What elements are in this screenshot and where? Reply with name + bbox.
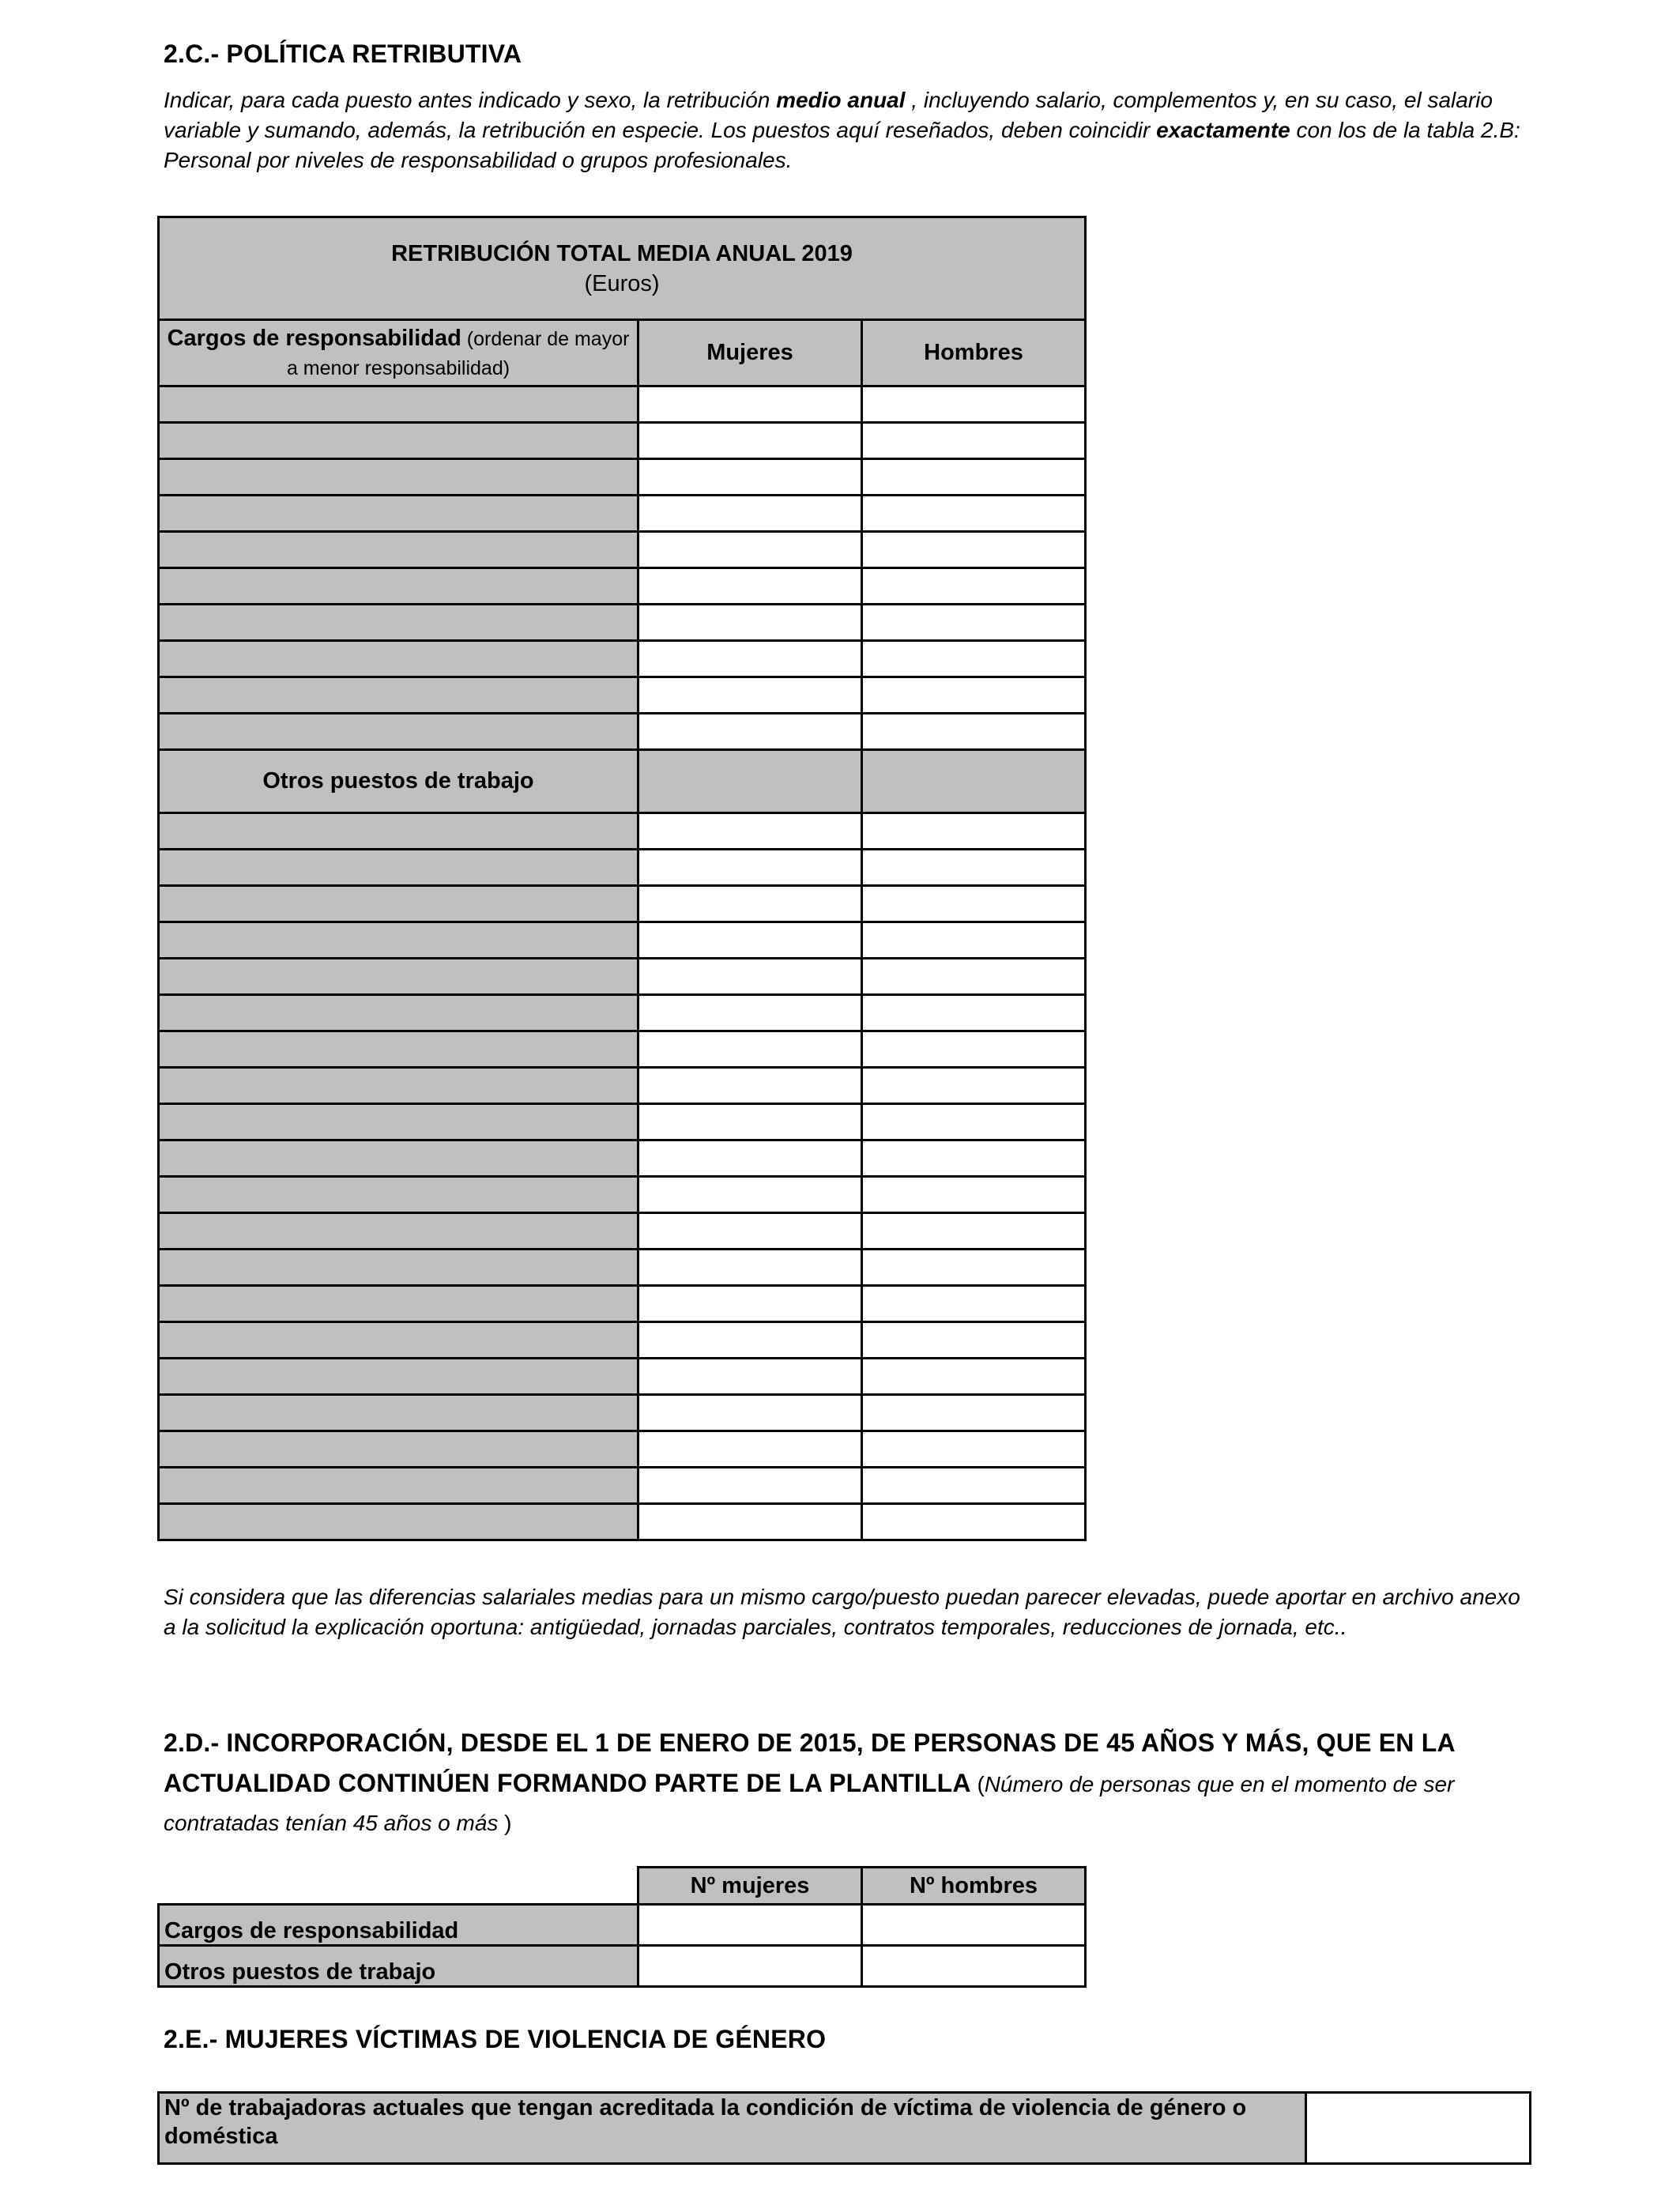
row-label-otros: Otros puestos de trabajo [159, 1946, 638, 1987]
otros-mujeres-cell[interactable] [638, 1068, 862, 1104]
otros-hombres-cell[interactable] [862, 1213, 1086, 1250]
table-row [159, 1104, 1086, 1140]
cargos-mujeres-cell[interactable] [638, 459, 862, 496]
otros-hombres-cell[interactable] [862, 922, 1086, 959]
otros-position-cell[interactable] [159, 886, 638, 922]
cargos-mujeres-cell[interactable] [638, 532, 862, 568]
table-row [159, 813, 1086, 850]
otros-mujeres-cell[interactable] [638, 1177, 862, 1213]
otros-hombres-cell[interactable] [862, 886, 1086, 922]
table-row [159, 1322, 1086, 1359]
otros-hombres-cell[interactable] [862, 1177, 1086, 1213]
cargos-position-cell[interactable] [159, 641, 638, 677]
input-otros-mujeres[interactable] [638, 1946, 862, 1987]
otros-mujeres-cell[interactable] [638, 1468, 862, 1504]
salary-footnote: Si considera que las diferencias salariales medias para un mismo cargo/puesto puedan parecer elevadas, puede aportar en archivo anexo a la solicitud la explicación oportuna: antigüedad, jornadas parciales, contratos temporales, reducciones de jornada, etc.. [164, 1585, 1520, 1639]
otros-position-cell[interactable] [159, 1468, 638, 1504]
cargos-position-cell[interactable] [159, 459, 638, 496]
otros-position-cell[interactable] [159, 1031, 638, 1068]
otros-mujeres-cell[interactable] [638, 1322, 862, 1359]
section-d-note: Número de personas que en el momento de ser contratadas tenían 45 años o más [164, 1772, 1455, 1835]
table-row [159, 386, 1086, 423]
row-label-cargos: Cargos de responsabilidad [159, 1905, 638, 1946]
input-otros-hombres[interactable] [862, 1946, 1086, 1987]
table-row [159, 496, 1086, 532]
otros-hombres-cell[interactable] [862, 1140, 1086, 1177]
table-row [159, 1213, 1086, 1250]
table-row [159, 568, 1086, 605]
cargos-position-cell[interactable] [159, 532, 638, 568]
otros-hombres-cell[interactable] [862, 1468, 1086, 1504]
otros-position-cell[interactable] [159, 1286, 638, 1322]
otros-hombres-cell[interactable] [862, 1104, 1086, 1140]
table-row [159, 532, 1086, 568]
column-header-hombres: Hombres [862, 320, 1086, 386]
column-header-cargos [159, 320, 638, 386]
otros-position-cell[interactable] [159, 1250, 638, 1286]
table-row [159, 1140, 1086, 1177]
otros-hombres-cell[interactable] [862, 1031, 1086, 1068]
cargos-mujeres-cell[interactable] [638, 386, 862, 423]
cargos-position-cell[interactable] [159, 605, 638, 641]
section-e-title: 2.E.- MUJERES VÍCTIMAS DE VIOLENCIA DE GÉNERO [164, 2025, 827, 2053]
otros-position-cell[interactable] [159, 1177, 638, 1213]
otros-position-cell[interactable] [159, 1104, 638, 1140]
otros-mujeres-cell[interactable] [638, 1431, 862, 1468]
otros-position-cell[interactable] [159, 1068, 638, 1104]
table-row [159, 922, 1086, 959]
cargos-position-cell[interactable] [159, 677, 638, 714]
cargos-mujeres-cell[interactable] [638, 714, 862, 750]
otros-mujeres-cell[interactable] [638, 1104, 862, 1140]
table-row [159, 1177, 1086, 1213]
intro-text-3: con los de la tabla 2.B: Personal por niveles de responsabilidad o grupos profesionales. [164, 118, 1520, 172]
otros-position-cell[interactable] [159, 1359, 638, 1395]
section-d-note-close: ) [498, 1811, 512, 1835]
table-row [159, 1250, 1086, 1286]
otros-mujeres-cell[interactable] [638, 1395, 862, 1431]
input-cargos-hombres[interactable] [862, 1905, 1086, 1946]
otros-hombres-cell[interactable] [862, 1250, 1086, 1286]
cargos-mujeres-cell[interactable] [638, 423, 862, 459]
otros-mujeres-cell[interactable] [638, 1250, 862, 1286]
section-d-title [164, 1725, 1531, 1845]
table-row [159, 886, 1086, 922]
column-header-mujeres: Mujeres [638, 320, 862, 386]
otros-mujeres-cell[interactable] [638, 850, 862, 886]
intro-bold-1: medio anual [776, 88, 906, 112]
table-row [159, 1031, 1086, 1068]
otros-mujeres-cell[interactable] [638, 886, 862, 922]
table-row [159, 677, 1086, 714]
cargos-hombres-cell[interactable] [862, 605, 1086, 641]
column-header-n-hombres: Nº hombres [862, 1868, 1086, 1905]
otros-position-cell[interactable] [159, 922, 638, 959]
table-row [159, 850, 1086, 886]
otros-mujeres-cell[interactable] [638, 1031, 862, 1068]
otros-hombres-cell[interactable] [862, 1359, 1086, 1395]
section-d-title-bold: 2.D.- INCORPORACIÓN, DESDE EL 1 DE ENERO DE 2015, DE PERSONAS DE 45 AÑOS Y MÁS, QUE EN LA ACTUALIDAD CONTINÚEN FORMANDO PARTE DE LA PLANTILLA [164, 1728, 1455, 1797]
otros-hombres-cell[interactable] [862, 1068, 1086, 1104]
incorporation-table [157, 1866, 1087, 1988]
cargos-hombres-cell[interactable] [862, 386, 1086, 423]
otros-hombres-cell[interactable] [862, 1286, 1086, 1322]
otros-mujeres-cell[interactable] [638, 995, 862, 1031]
cargos-position-cell[interactable] [159, 496, 638, 532]
cargos-hombres-cell[interactable] [862, 423, 1086, 459]
table-row [159, 423, 1086, 459]
otros-hombres-cell[interactable] [862, 1431, 1086, 1468]
cargos-position-cell[interactable] [159, 386, 638, 423]
cargos-position-cell[interactable] [159, 568, 638, 605]
table-row [159, 1286, 1086, 1322]
otros-position-cell[interactable] [159, 1395, 638, 1431]
cargos-mujeres-cell[interactable] [638, 568, 862, 605]
salary-table-title-line2: (Euros) [584, 270, 660, 296]
table-row [159, 1395, 1086, 1431]
otros-mujeres-cell[interactable] [638, 1213, 862, 1250]
otros-position-cell[interactable] [159, 1431, 638, 1468]
otros-mujeres-cell[interactable] [638, 959, 862, 995]
column-header-n-mujeres: Nº mujeres [638, 1868, 862, 1905]
table-row [159, 459, 1086, 496]
cargos-hombres-cell[interactable] [862, 532, 1086, 568]
table-row [159, 714, 1086, 750]
otros-position-cell[interactable] [159, 813, 638, 850]
section-c-intro [164, 85, 1531, 175]
subsection-blank-cell [638, 750, 862, 813]
salary-table-title [159, 217, 1086, 320]
table-row [159, 1068, 1086, 1104]
table-row [159, 605, 1086, 641]
table-row [159, 1359, 1086, 1395]
input-cargos-mujeres[interactable] [638, 1905, 862, 1946]
table-row [159, 1468, 1086, 1504]
cargos-mujeres-cell[interactable] [638, 496, 862, 532]
otros-hombres-cell[interactable] [862, 959, 1086, 995]
section-d-note-open: ( [970, 1772, 985, 1796]
otros-hombres-cell[interactable] [862, 995, 1086, 1031]
otros-mujeres-cell[interactable] [638, 922, 862, 959]
otros-position-cell[interactable] [159, 1213, 638, 1250]
otros-position-cell[interactable] [159, 1322, 638, 1359]
otros-mujeres-cell[interactable] [638, 813, 862, 850]
otros-position-cell[interactable] [159, 1140, 638, 1177]
otros-mujeres-cell[interactable] [638, 1286, 862, 1322]
cargos-hombres-cell[interactable] [862, 677, 1086, 714]
cargos-mujeres-cell[interactable] [638, 641, 862, 677]
cargos-hombres-cell[interactable] [862, 641, 1086, 677]
victims-label: Nº de trabajadoras actuales que tengan acreditada la condición de víctima de violencia de género o doméstica [159, 2093, 1306, 2164]
table-row [159, 995, 1086, 1031]
cargos-hombres-cell[interactable] [862, 496, 1086, 532]
table-row [159, 1431, 1086, 1468]
otros-position-cell[interactable] [159, 1504, 638, 1540]
otros-hombres-cell[interactable] [862, 1322, 1086, 1359]
incorporation-corner-blank [159, 1868, 638, 1905]
table-row [159, 959, 1086, 995]
subsection-otros-puestos: Otros puestos de trabajo [159, 750, 638, 813]
column-header-cargos-note: (ordenar de mayor a menor responsabilidad) [286, 327, 630, 379]
cargos-mujeres-cell[interactable] [638, 605, 862, 641]
cargos-hombres-cell[interactable] [862, 568, 1086, 605]
victims-table [157, 2091, 1531, 2165]
table-row [159, 1504, 1086, 1540]
cargos-hombres-cell[interactable] [862, 714, 1086, 750]
intro-bold-2: exactamente [1156, 118, 1290, 142]
salary-table-title-line1: RETRIBUCIÓN TOTAL MEDIA ANUAL 2019 [391, 240, 853, 266]
otros-hombres-cell[interactable] [862, 850, 1086, 886]
otros-hombres-cell[interactable] [862, 1504, 1086, 1540]
cargos-mujeres-cell[interactable] [638, 677, 862, 714]
table-row [159, 641, 1086, 677]
otros-position-cell[interactable] [159, 850, 638, 886]
intro-text-2: , incluyendo salario, complementos y, en su caso, el salario variable y sumando, además, la retribución en especie. Los puestos aquí reseñados, deben coincidir [164, 88, 1493, 142]
column-header-cargos-label: Cargos de responsabilidad [167, 325, 461, 351]
cargos-position-cell[interactable] [159, 423, 638, 459]
cargos-position-cell[interactable] [159, 714, 638, 750]
otros-hombres-cell[interactable] [862, 1395, 1086, 1431]
otros-position-cell[interactable] [159, 959, 638, 995]
otros-mujeres-cell[interactable] [638, 1359, 862, 1395]
victims-count-input[interactable] [1306, 2093, 1531, 2164]
subsection-blank-cell [862, 750, 1086, 813]
section-c-title: 2.C.- POLÍTICA RETRIBUTIVA [164, 40, 522, 68]
otros-position-cell[interactable] [159, 995, 638, 1031]
otros-mujeres-cell[interactable] [638, 1504, 862, 1540]
salary-table [157, 216, 1087, 1541]
cargos-hombres-cell[interactable] [862, 459, 1086, 496]
otros-hombres-cell[interactable] [862, 813, 1086, 850]
otros-mujeres-cell[interactable] [638, 1140, 862, 1177]
intro-text-1: Indicar, para cada puesto antes indicado y sexo, la retribución [164, 88, 777, 112]
